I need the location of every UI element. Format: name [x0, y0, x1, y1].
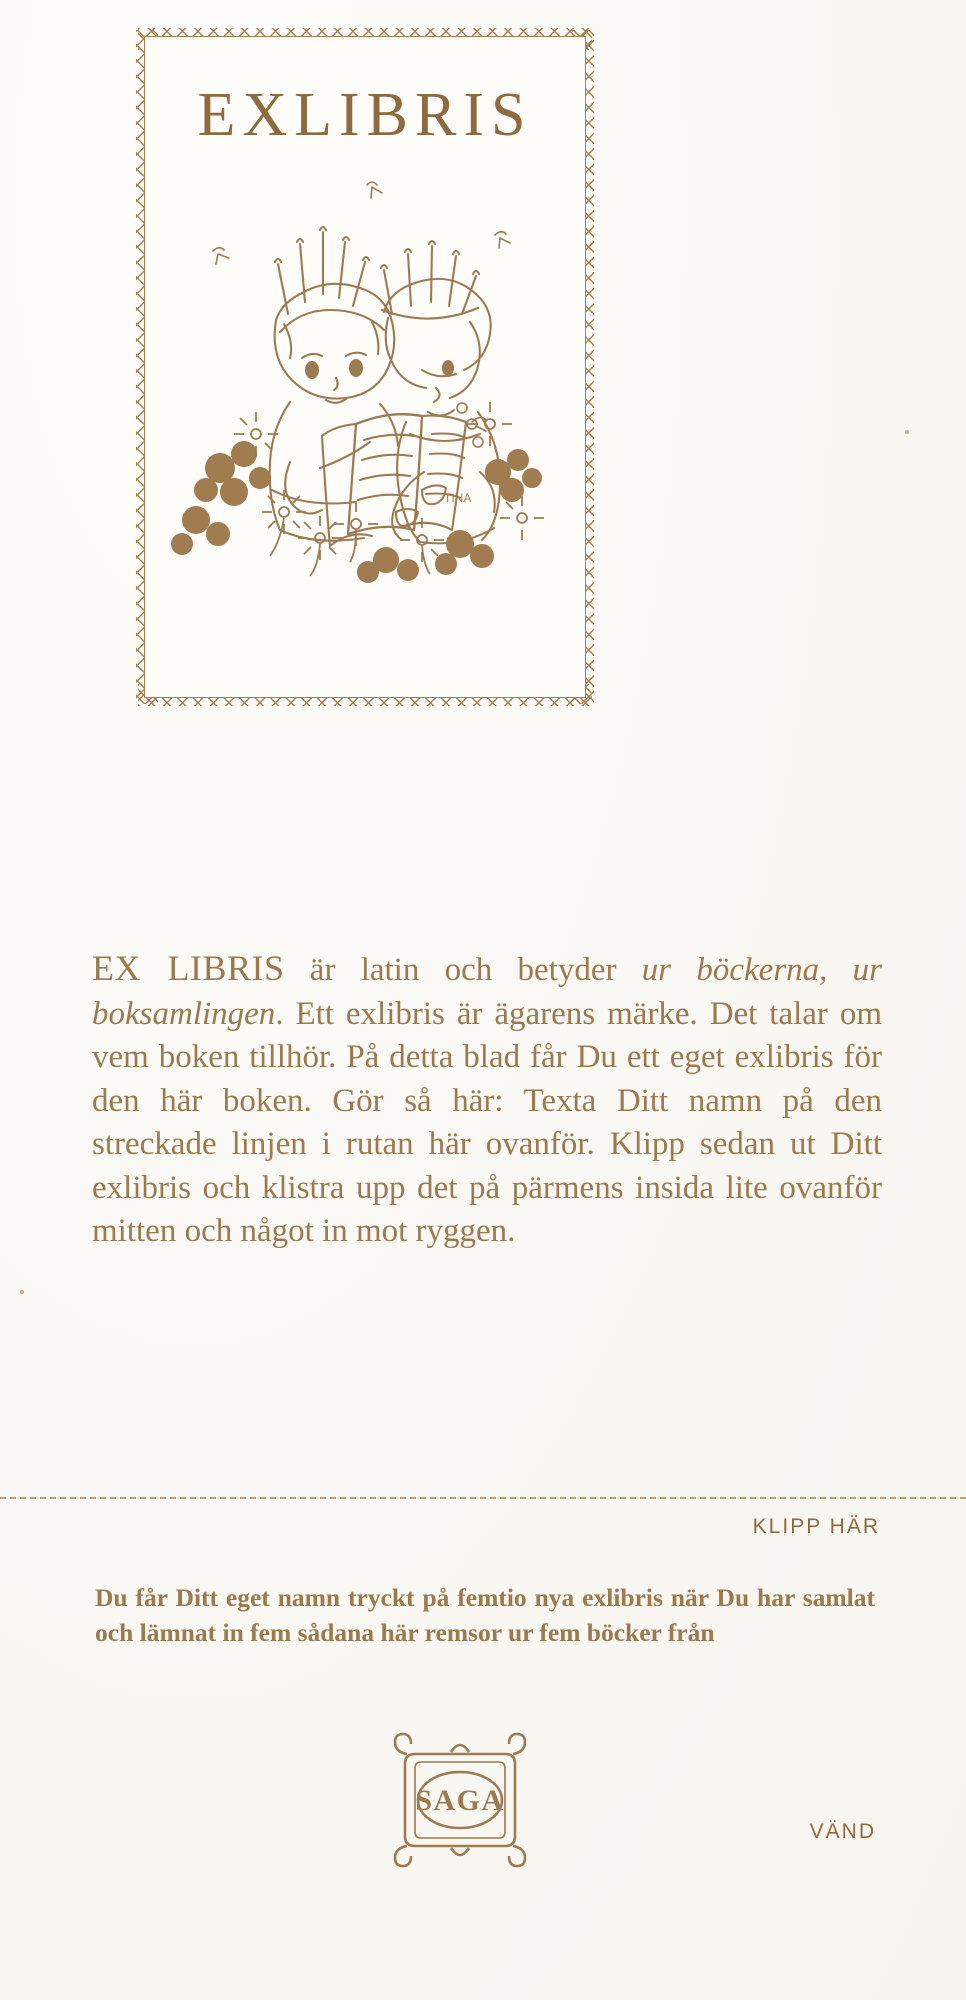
cut-here-label: KLIPP HÄR — [752, 1515, 880, 1538]
paragraph-lead: EX LIBRIS — [92, 948, 285, 988]
paragraph-part1: är latin och betyder — [284, 952, 642, 988]
paragraph-italic: ur böckerna, ur boksamlingen — [92, 952, 883, 1032]
artist-signature: TINA — [444, 491, 472, 505]
paper-speck — [20, 1290, 24, 1294]
paragraph-part2: . Ett exlibris är ägarens märke. Det talar om vem boken tillhör. På detta blad får Du ett eget exlibris för den här boken. Gör så här: Texta Ditt namn på den streckade linjen i rutan här ovanför. Klipp sedan ut Ditt exlibris och klistra upp det på pärmens insida lite ovanför mitten och något in mot ryggen. — [92, 995, 882, 1250]
cut-here-dashed-line — [0, 1497, 966, 1499]
saga-logo-text: SAGA — [415, 1784, 505, 1817]
instruction-paragraph — [92, 945, 882, 1254]
paper-speck — [905, 430, 909, 434]
bookplate-card — [130, 22, 600, 712]
bookplate-title: EXLIBRIS — [197, 81, 533, 149]
turn-page-label: VÄND — [809, 1820, 876, 1843]
coupon-paragraph: Du får Ditt eget namn tryckt på femtio nya exlibris när Du har samlat och lämnat in fem sådana här remsor ur fem böcker från — [95, 1583, 875, 1648]
bookplate-illustration — [160, 172, 570, 592]
saga-logo — [385, 1730, 535, 1870]
